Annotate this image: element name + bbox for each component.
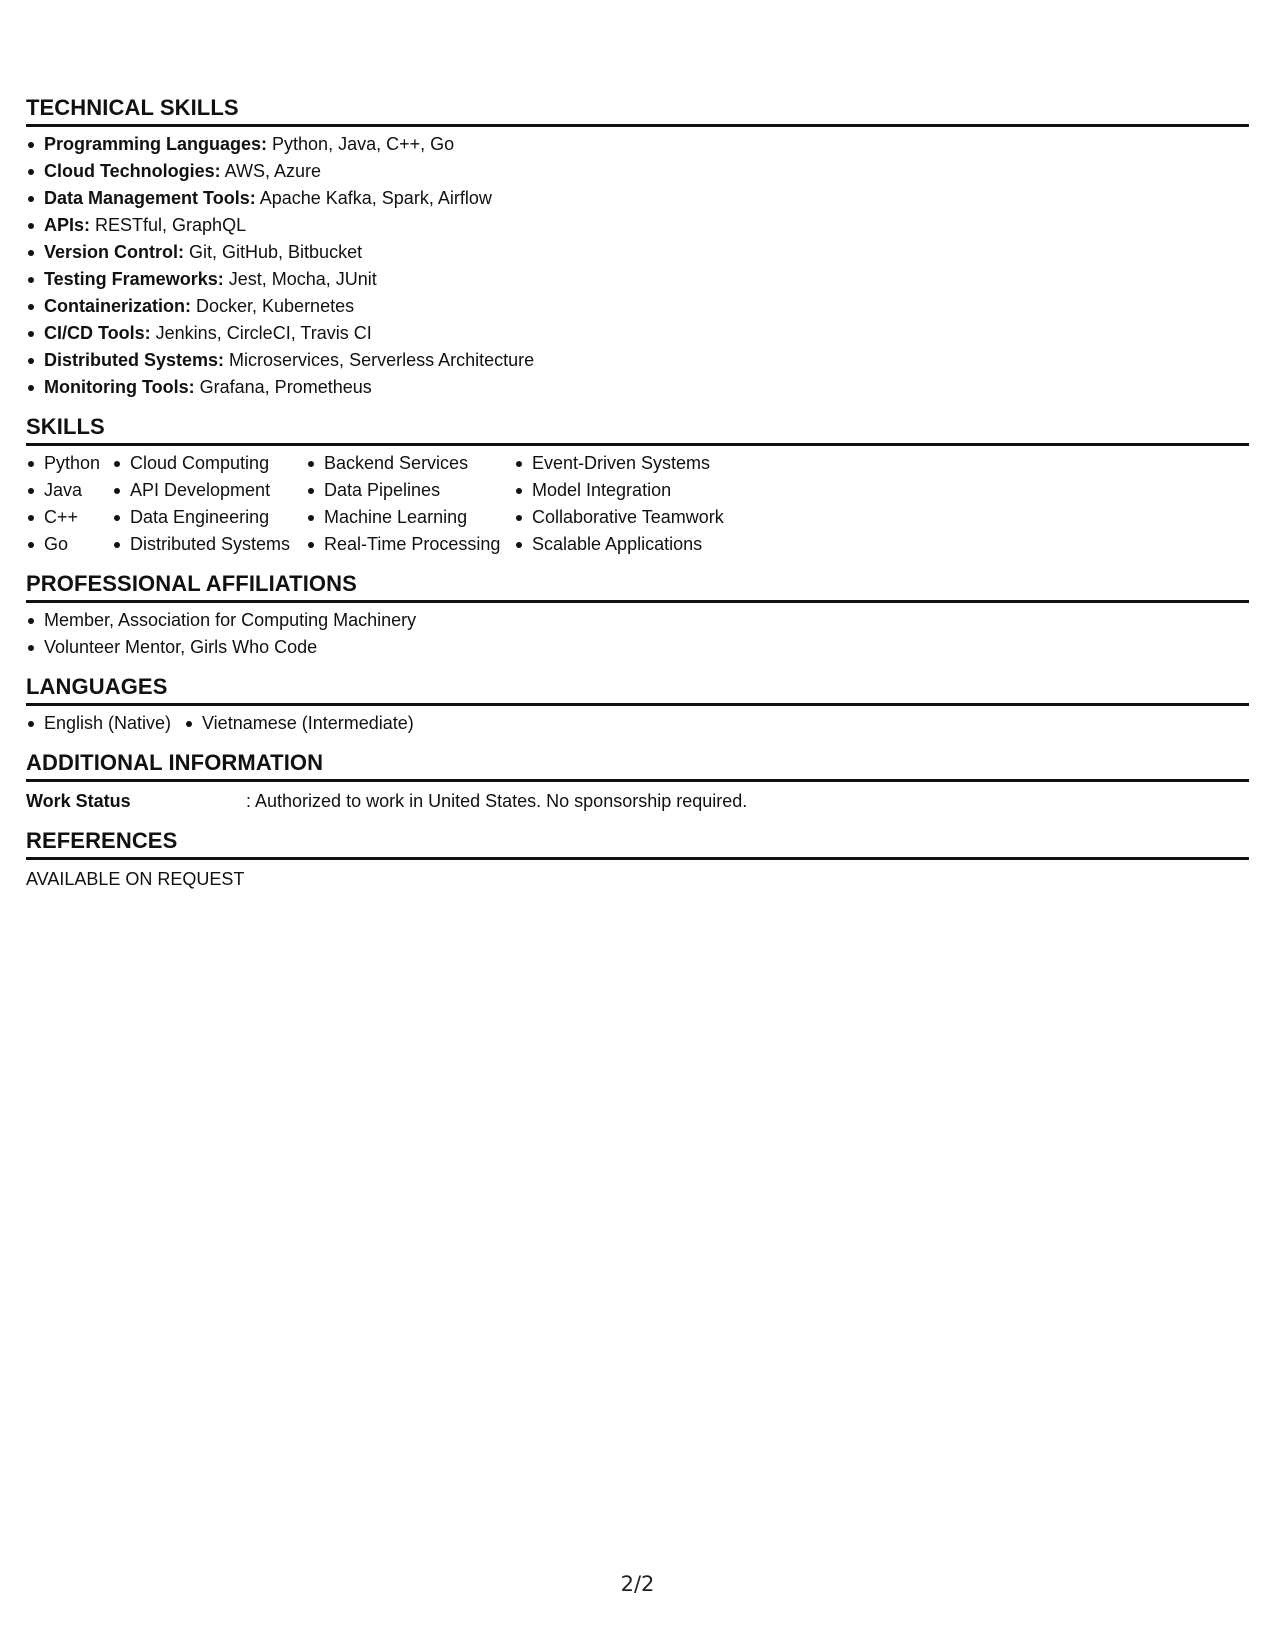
page-number: 2/2: [620, 1572, 655, 1596]
list-item: [44, 293, 1249, 320]
list-item: Python: [44, 450, 112, 477]
languages-heading: LANGUAGES: [26, 675, 1249, 706]
item-label: APIs:: [44, 215, 91, 235]
list-item: [44, 131, 1249, 158]
list-item: Scalable Applications: [532, 531, 764, 558]
list-item: [44, 158, 1249, 185]
languages-column-1: [26, 710, 184, 737]
item-label: Programming Languages:: [44, 134, 268, 154]
references-text: AVAILABLE ON REQUEST: [26, 869, 245, 889]
technical-skills-heading: TECHNICAL SKILLS: [26, 96, 1249, 127]
work-status-value: : Authorized to work in United States. No sponsorship required.: [246, 791, 748, 811]
item-value: Jest, Mocha, JUnit: [223, 269, 377, 289]
technical-skills-list: [26, 131, 1249, 401]
list-item: Data Engineering: [130, 504, 306, 531]
item-label: Testing Frameworks:: [44, 269, 224, 289]
work-status-row: [26, 788, 1249, 815]
item-label: Data Management Tools:: [44, 188, 256, 208]
list-item: Real-Time Processing: [324, 531, 514, 558]
skills-column-4: [514, 450, 764, 558]
item-value: Docker, Kubernetes: [191, 296, 355, 316]
list-item: [44, 239, 1249, 266]
languages-row: [26, 710, 1249, 737]
list-item: [44, 212, 1249, 239]
skills-column-1: [26, 450, 112, 558]
item-label: Containerization:: [44, 296, 191, 316]
list-item: [44, 185, 1249, 212]
list-item: [44, 320, 1249, 347]
list-item: Volunteer Mentor, Girls Who Code: [44, 634, 1249, 661]
item-value: Apache Kafka, Spark, Airflow: [255, 188, 492, 208]
list-item: English (Native): [44, 710, 184, 737]
item-value: Python, Java, C++, Go: [267, 134, 455, 154]
affiliations-section: [26, 572, 1249, 661]
additional-info-section: [26, 751, 1249, 815]
list-item: [44, 347, 1249, 374]
item-label: CI/CD Tools:: [44, 323, 151, 343]
languages-section: [26, 675, 1249, 737]
languages-column-2: [184, 710, 414, 737]
item-value: RESTful, GraphQL: [90, 215, 247, 235]
list-item: Backend Services: [324, 450, 514, 477]
item-value: Microservices, Serverless Architecture: [224, 350, 535, 370]
skills-grid: [26, 450, 1249, 558]
skills-column-3: [306, 450, 514, 558]
item-value: AWS, Azure: [220, 161, 322, 181]
item-label: Version Control:: [44, 242, 185, 262]
list-item: Vietnamese (Intermediate): [202, 710, 414, 737]
list-item: Cloud Computing: [130, 450, 306, 477]
list-item: Event-Driven Systems: [532, 450, 764, 477]
skills-column-2: [112, 450, 306, 558]
item-value: Grafana, Prometheus: [194, 377, 372, 397]
list-item: Go: [44, 531, 112, 558]
affiliations-list: [26, 607, 1249, 661]
list-item: Data Pipelines: [324, 477, 514, 504]
list-item: API Development: [130, 477, 306, 504]
technical-skills-section: [26, 96, 1249, 401]
list-item: Distributed Systems: [130, 531, 306, 558]
skills-section: [26, 415, 1249, 558]
list-item: Machine Learning: [324, 504, 514, 531]
list-item: Java: [44, 477, 112, 504]
item-label: Cloud Technologies:: [44, 161, 221, 181]
list-item: [44, 266, 1249, 293]
references-heading: REFERENCES: [26, 829, 1249, 860]
work-status-label: Work Status: [26, 791, 131, 811]
references-section: [26, 829, 1249, 893]
resume-page: [26, 96, 1249, 907]
list-item: Model Integration: [532, 477, 764, 504]
affiliations-heading: PROFESSIONAL AFFILIATIONS: [26, 572, 1249, 603]
item-value: Git, GitHub, Bitbucket: [184, 242, 363, 262]
item-label: Distributed Systems:: [44, 350, 225, 370]
skills-heading: SKILLS: [26, 415, 1249, 446]
list-item: C++: [44, 504, 112, 531]
list-item: Member, Association for Computing Machinery: [44, 607, 1249, 634]
list-item: Collaborative Teamwork: [532, 504, 764, 531]
item-label: Monitoring Tools:: [44, 377, 195, 397]
item-value: Jenkins, CircleCI, Travis CI: [150, 323, 372, 343]
list-item: [44, 374, 1249, 401]
additional-info-heading: ADDITIONAL INFORMATION: [26, 751, 1249, 782]
